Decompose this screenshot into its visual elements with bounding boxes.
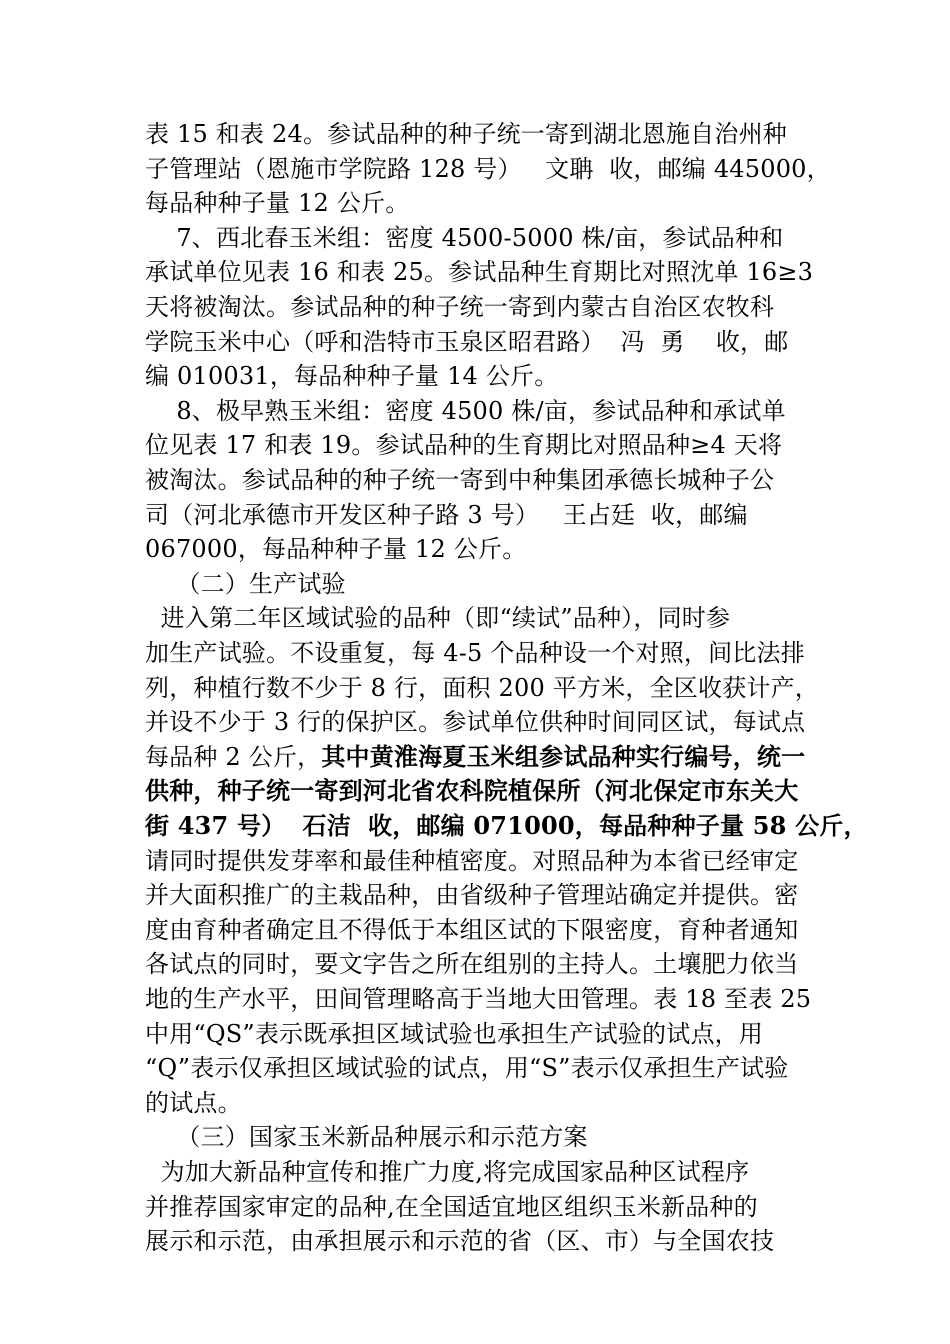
text-line: 7、西北春玉米组：密度 4500-5000 株/亩，参试品种和 [145, 223, 784, 252]
text-line: 进入第二年区域试验的品种（即“续试”品种），同时参 [145, 604, 731, 633]
text-line: 展示和示范，由承担展示和示范的省（区、市）与全国农技 [145, 1227, 775, 1256]
text-line: 位见表 17 和表 19。参试品种的生育期比对照品种≥4 天将 [145, 431, 783, 460]
text-line: 并大面积推广的主栽品种，由省级种子管理站确定并提供。密 [145, 881, 799, 910]
text-line: 并推荐国家审定的品种,在全国适宜地区组织玉米新品种的 [145, 1192, 758, 1221]
text-line: 地的生产水平，田间管理略高于当地大田管理。表 18 至表 25 [145, 985, 812, 1013]
text-line: 表 15 和表 24。参试品种的种子统一寄到湖北恩施自治州种 [145, 120, 787, 148]
text-line: 度由育种者确定且不得低于本组区试的下限密度，育种者通知 [145, 915, 799, 944]
text-line: 列，种植行数不少于 8 行，面积 200 平方米，全区收获计产， [145, 673, 819, 702]
text-line: 067000，每品种种子量 12 公斤。 [145, 535, 527, 564]
text-line: 加生产试验。不设重复，每 4-5 个品种设一个对照，间比法排 [145, 639, 805, 667]
text-line: 请同时提供发芽率和最佳种植密度。对照品种为本省已经审定 [145, 846, 799, 875]
text-line: “Q”表示仅承担区域试验的试点，用“S”表示仅承担生产试验 [145, 1054, 789, 1083]
text-line: 各试点的同时，要文字告之所在组别的主持人。土壤肥力依当 [145, 950, 799, 979]
bold-text-segment: 其中黄淮海夏玉米组参试品种实行编号，统一 [321, 741, 806, 771]
text-line [145, 740, 805, 774]
text-line: 子管理站（恩施市学院路 128 号） 文聃 收，邮编 445000， [145, 154, 831, 183]
text-segment: 每品种 2 公斤， [145, 742, 322, 771]
text-line: 天将被淘汰。参试品种的种子统一寄到内蒙古自治区农牧科 [145, 293, 775, 321]
text-line: （三）国家玉米新品种展示和示范方案 [145, 1123, 588, 1152]
text-line: 街 437 号） 石洁 收，邮编 071000，每品种种子量 58 公斤， [145, 811, 868, 840]
text-line: 学院玉米中心（呼和浩特市玉泉区昭君路） 冯 勇 收，邮 [145, 327, 789, 356]
text-line: 8、极早熟玉米组：密度 4500 株/亩，参试品种和承试单 [145, 396, 786, 425]
text-line: 编 010031，每品种种子量 14 公斤。 [145, 362, 559, 391]
text-line: （二）生产试验 [145, 569, 346, 598]
text-line: 并设不少于 3 行的保护区。参试单位供种时间同区试，每试点 [145, 708, 806, 737]
text-line: 的试点。 [145, 1088, 242, 1117]
text-line: 中用“QS”表示既承担区域试验也承担生产试验的试点，用 [145, 1019, 764, 1048]
text-line: 供种，种子统一寄到河北省农科院植保所（河北保定市东关大 [145, 776, 799, 806]
text-line: 被淘汰。参试品种的种子统一寄到中种集团承德长城种子公 [145, 466, 775, 494]
text-line: 司（河北承德市开发区种子路 3 号） 王占廷 收，邮编 [145, 500, 748, 529]
text-line: 为加大新品种宣传和推广力度,将完成国家品种区试程序 [145, 1158, 750, 1186]
text-line: 每品种种子量 12 公斤。 [145, 189, 410, 218]
text-line: 承试单位见表 16 和表 25。参试品种生育期比对照沈单 16≥3 [145, 258, 814, 287]
